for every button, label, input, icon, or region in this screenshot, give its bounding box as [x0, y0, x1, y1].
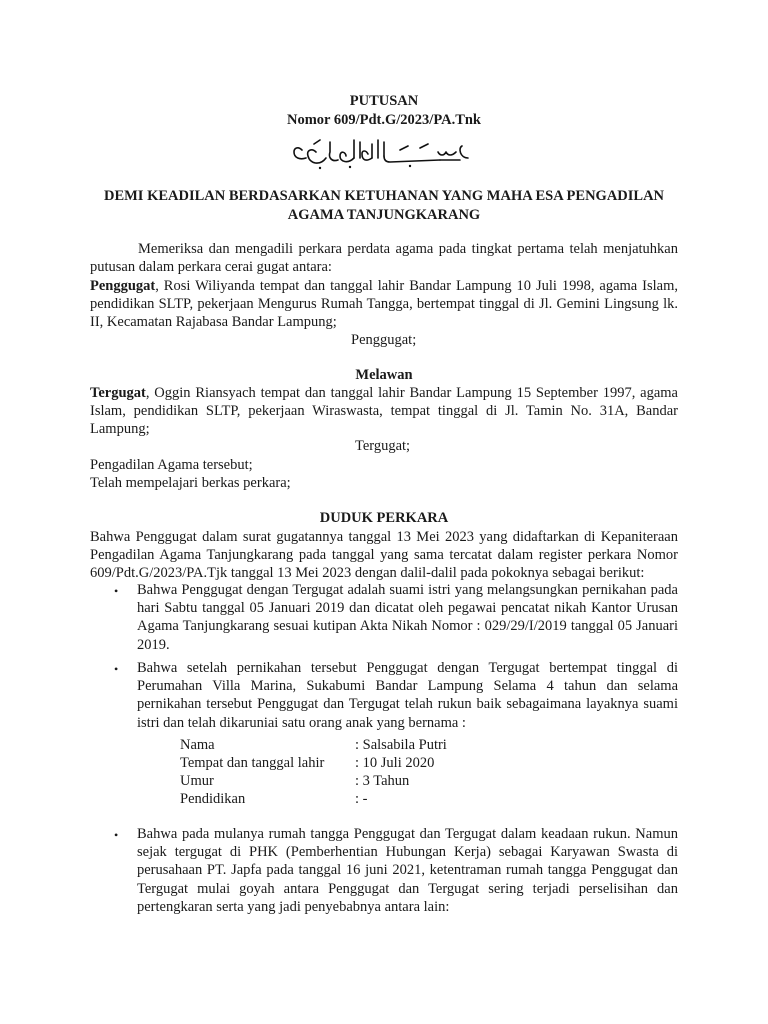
child-field-label: Pendidikan [180, 791, 246, 807]
defendant-label: Tergugat [90, 385, 146, 401]
case-number: Nomor 609/Pdt.G/2023/PA.Tnk [286, 112, 481, 128]
plaintiff-role: Penggugat; [351, 332, 417, 348]
bullet-marker: • [114, 828, 119, 842]
basmalah-calligraphy-icon [290, 136, 470, 172]
section-intro: Bahwa Penggugat dalam surat gugatannya tanggal 13 Mei 2023 yang didaftarkan di Kepaniteraan Pengadilan Agama Tanjungkarang pada tanggal yang sama tercatat dalam register perkara Nomor 609/Pdt.G/2023/PA.Tjk tanggal 13 Mei 2023 dengan dalil-dalil pada pokoknya sebagai berikut: [90, 529, 678, 582]
opening-paragraph: Memeriksa dan mengadili perkara perdata agama pada tingkat pertama telah menjatuhkan putusan dalam perkara cerai gugat antara: [90, 241, 678, 276]
defendant-paragraph [90, 384, 678, 439]
child-field-label: Umur [180, 773, 214, 789]
document-title: PUTUSAN [349, 93, 419, 109]
child-field-value: : 3 Tahun [355, 773, 410, 789]
child-field-value: : - [355, 791, 368, 807]
versus-label: Melawan [355, 367, 413, 383]
section-title: DUDUK PERKARA [319, 510, 449, 526]
bullet-item-1: Bahwa Penggugat dengan Tergugat adalah suami istri yang melangsungkan pernikahan pada hari Sabtu tanggal 05 Januari 2019 dan dicatat oleh pegawai pencatat nikah Kantor Urusan Agama Tanjungkarang sesuai kutipan Akta Nikah Nomor : 029/29/I/2019 tanggal 05 Januari 2019. [137, 582, 678, 653]
heading-line-2: AGAMA TANJUNGKARANG [287, 207, 481, 223]
child-field-label: Nama [180, 737, 215, 753]
plaintiff-label: Penggugat [90, 278, 156, 294]
bullet-marker: • [114, 584, 119, 598]
bullet-item-2: Bahwa setelah pernikahan tersebut Penggugat dengan Tergugat bertempat tinggal di Perumahan Villa Marina, Sukabumi Bandar Lampung Selama 4 tahun dan selama pernikahan tersebut Penggugat dan Tergugat telah rukun baik sebagaimana layaknya suami istri dan telah dikaruniai satu orang anak yang bernama : [137, 660, 678, 731]
bullet-marker: • [114, 662, 119, 676]
bullet-item-3: Bahwa pada mulanya rumah tangga Penggugat dan Tergugat dalam keadaan rukun. Namun sejak tergugat di PHK (Pemberhentian Hubungan Kerja) sebagai Karyawan Swasta di perusahaan PT. Japfa pada tanggal 16 juni 2021, ketentraman rumah tangga Penggugat dan Tergugat mulai goyah antara Penggugat dan Tergugat sering terjadi perselisihan dan pertengkaran serta yang jadi penyebabnya antara lain: [137, 826, 678, 915]
child-field-value: : 10 Juli 2020 [355, 755, 435, 771]
child-field-value: : Salsabila Putri [355, 737, 447, 753]
plaintiff-details: , Rosi Wiliyanda tempat dan tanggal lahir Bandar Lampung 10 Juli 1998, agama Islam, pendidikan SLTP, pekerjaan Mengurus Rumah Tangga, bertempat tinggal di Jl. Gemini Lingsung lk. II, Kecamatan Rajabasa Bandar Lampung; [90, 278, 678, 331]
court-line-1: Pengadilan Agama tersebut; [90, 457, 253, 473]
plaintiff-paragraph [90, 277, 678, 332]
defendant-details: , Oggin Riansyach tempat dan tanggal lahir Bandar Lampung 15 September 1997, agama Islam, pendidikan SLTP, pekerjaan Wiraswasta, tempat tinggal di Jl. Tamin No. 31A, Bandar Lampung; [90, 385, 678, 438]
child-field-label: Tempat dan tanggal lahir [180, 755, 325, 771]
court-line-2: Telah mempelajari berkas perkara; [90, 475, 291, 491]
heading-line-1: DEMI KEADILAN BERDASARKAN KETUHANAN YANG MAHA ESA PENGADILAN [103, 188, 665, 204]
defendant-role: Tergugat; [355, 438, 411, 454]
